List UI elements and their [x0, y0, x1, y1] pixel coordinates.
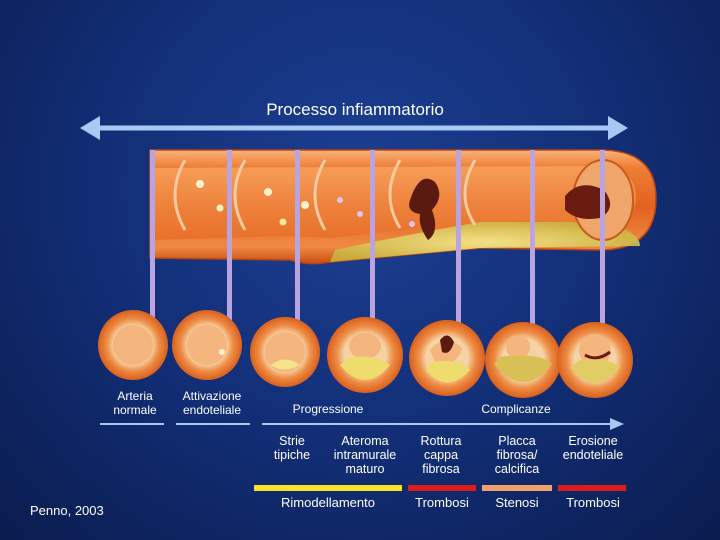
cross-section-5	[409, 320, 485, 396]
cross-section-3	[250, 317, 320, 387]
cross-section-4	[327, 317, 403, 393]
citation: Penno, 2003	[30, 503, 104, 518]
stage-label-mature-atheroma: Ateroma intramurale maturo	[333, 434, 397, 476]
stage-label-endothelial-activation: Attivazione endoteliale	[182, 389, 242, 417]
cross-section-1	[98, 310, 168, 380]
cross-section-7	[557, 322, 633, 398]
progression-label: Progressione	[292, 402, 364, 416]
bracket-stage-1	[100, 423, 164, 425]
stage-label-endothelial-erosion: Erosione endoteliale	[562, 434, 624, 462]
bracket-stage-2	[176, 423, 250, 425]
stage-label-fatty-streaks: Strie tipiche	[273, 434, 311, 462]
outcome-label-rimodellamento: Rimodellamento	[281, 495, 375, 510]
cross-section-6	[485, 322, 561, 398]
stage-label-cap-rupture: Rottura cappa fibrosa	[420, 434, 462, 476]
outcome-bar-stenosi	[482, 485, 552, 491]
diagram-title: Processo infiammatorio	[266, 100, 444, 119]
cross-section-2	[172, 310, 242, 380]
stage-label-fibrous-plaque: Placca fibrosa/ calcifica	[494, 434, 540, 476]
outcome-label-stenosi: Stenosi	[495, 495, 539, 510]
outcome-bar-rimodellamento	[254, 485, 402, 491]
outcome-label-trombosi-1: Trombosi	[415, 495, 469, 510]
outcome-bar-trombosi-2	[558, 485, 626, 491]
stage-label-normal-artery: Arteria normale	[113, 389, 157, 417]
artery-longitudinal-section	[150, 150, 656, 264]
outcome-label-trombosi-2: Trombosi	[566, 495, 620, 510]
complications-label: Complicanze	[481, 402, 551, 416]
progression-arrow	[262, 418, 624, 430]
outcome-bar-trombosi-1	[408, 485, 476, 491]
